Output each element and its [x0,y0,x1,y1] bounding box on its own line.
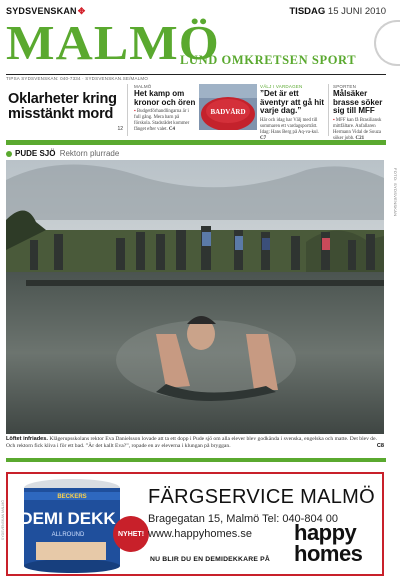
teaser-page: C21 [355,135,365,141]
teaser-page: C4 [168,127,176,132]
section-name: PUDE SJÖ [15,149,56,158]
teaser-main-page: 12 [117,126,123,132]
logo-line2: homes [294,541,363,566]
teaser-headline: Het kamp om kronor och ören [134,89,196,107]
edition-subnav: LUND OMKRETSEN SPORT [180,53,357,67]
logo-line1: happy [294,520,357,545]
sydsvenskan-logo[interactable]: SYDSVENSKAN✥ [6,6,86,16]
teaser-main[interactable] [6,84,128,136]
advertisement[interactable] [6,472,384,576]
masthead-rule [6,74,386,75]
teaser-strip [6,84,386,141]
dateline [289,6,386,17]
teaser-main-headline: Oklarheter kring misstänkt mord [8,91,117,122]
teaser-body: ▪ Budgetförhandlingarna är i full gång. Mera barn på förskola. Stadsrådet kommer fånget efter valet. C4 [134,109,190,132]
product-name-text: DEMI DEKK [20,509,116,528]
edition-title: MALMÖ [6,15,220,70]
green-divider-bottom [6,458,386,462]
photo-credit: FOTO: SYDSVENSKAN [393,168,398,217]
ad-footer: NU BLIR DU EN DEMIDEKKARE PÅ [150,556,271,563]
section-sub: Rektorn plurrade [59,149,120,158]
ad-title: FÄRGSERVICE MALMÖ [148,486,375,508]
product-brand-text: BECKERS [57,494,87,500]
masthead-small-print: TIPSA SYDSVENSKAN: 040-7334 · SYDSVENSKAN.SE/MALMO [6,76,149,81]
ad-url[interactable]: www.happyhomes.se [148,528,252,540]
bullet-icon: ▪ [333,117,335,123]
photo-caption [6,436,384,450]
teaser-body: ▪ MFF kan få Brasiliansk mittfältare. Anfallaren Hermann Vidal de Souza söker jobb. C21 [333,117,382,141]
section-c-mark [374,20,400,66]
section-label [6,149,119,158]
happy-homes-logo[interactable] [294,522,362,564]
teaser-body: Här och idag har Välj med till sommaren ett vardagsporträtt. Idag: Hans Berg på Aq-va-kul. C7 [260,117,319,141]
teaser-headline: Målsäker brasse söker sig till MFF [333,89,383,115]
badvard-text: BADVÄRD [210,108,246,116]
teaser-sport[interactable] [328,84,384,141]
teaser-budget[interactable] [134,84,196,136]
teaser-vardagen[interactable] [260,84,325,141]
caption-body: Klågerupsskolans rektor Eva Danielsson lovade att ta ett dopp i Pude sjö om alla elever blev godkända i svenska, engelska och matte. Det blev de. Och rektorn fick kliva i för ett bad. ”Är det kallt Eva?”, ropade en av eleverna i klungan på bryggan. [6,436,377,450]
griffin-icon: ✥ [77,6,86,16]
teaser-headline: ”Det är ett äventyr att gå hit varje dag.” [260,89,325,115]
section-dot-icon [6,151,12,157]
teaser-badvard-photo[interactable] [199,84,257,130]
green-divider [6,140,386,145]
date-day: TISDAG [289,6,326,17]
margin-print-text: SYDSVENSKAN MALMÖ [1,500,5,541]
caption-page: C8 [376,443,384,450]
caption-lead: Löftet infriades. [6,436,48,442]
lifeguard-image [199,84,257,130]
teaser-kicker: MALMÖ [134,84,152,89]
teaser-page: C7 [260,135,267,141]
product-sub-text: ALLROUND [51,532,85,538]
date-rest: 15 JUNI 2010 [327,6,386,17]
ad-address-line: Bragegatan 15, Malmö Tel: 040-804 00 [148,513,338,525]
lake-swim-image [6,160,384,434]
bullet-icon: ▪ [134,109,136,114]
nyhet-badge: NYHET! [113,516,149,552]
teaser-kicker: VÄLJ I VARDAGEN [260,84,303,89]
teaser-kicker: SPORTEN [333,84,357,89]
main-photo[interactable] [6,160,384,434]
